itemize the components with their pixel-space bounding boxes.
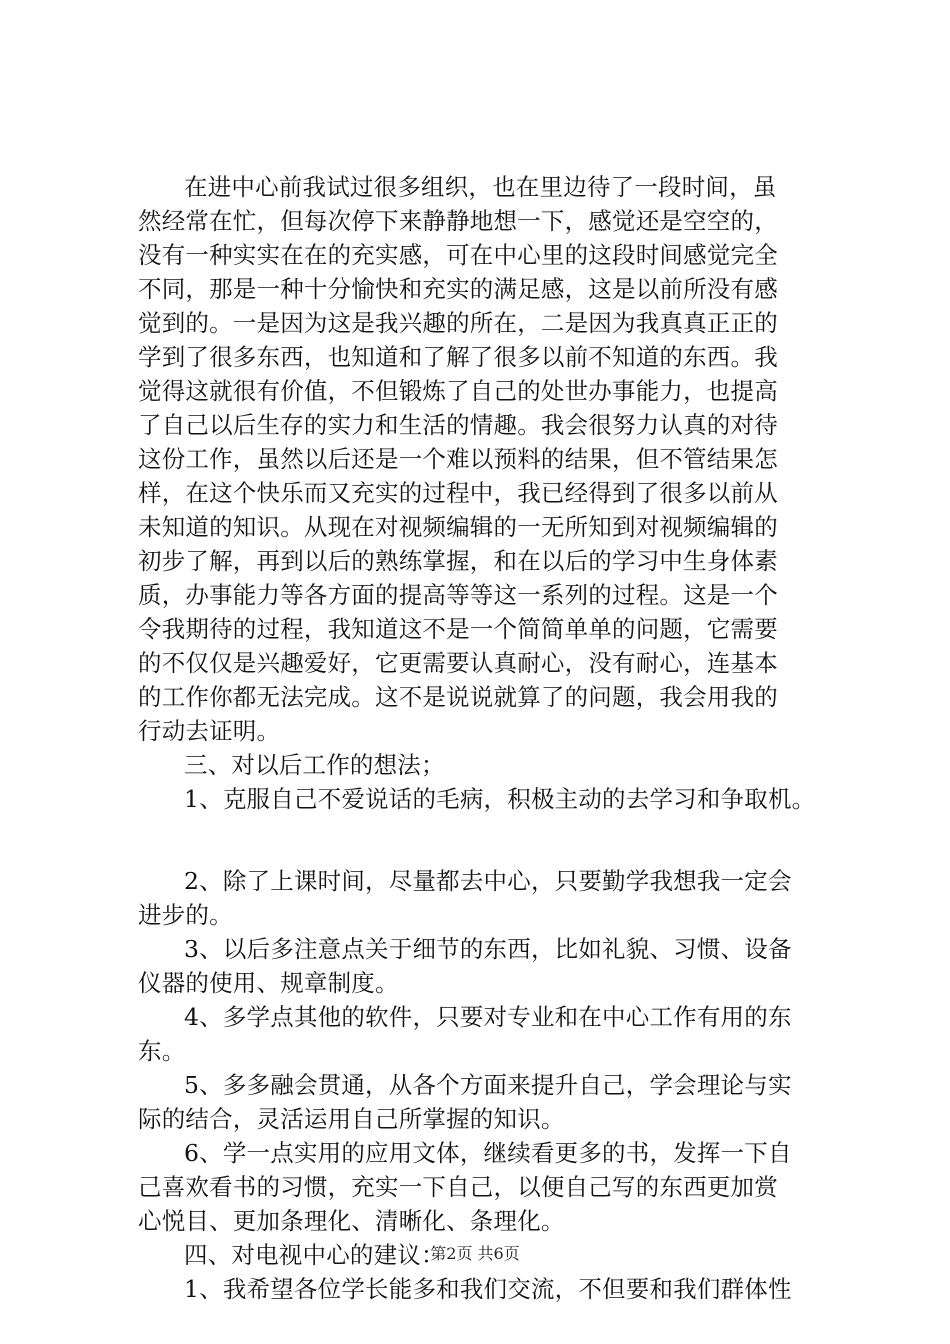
text-line: 未知道的知识。从现在对视频编辑的一无所知到对视频编辑的 bbox=[138, 513, 778, 541]
text-line: 令我期待的过程，我知道这不是一个简简单单的问题，它需要 bbox=[138, 615, 778, 643]
suggestion-item-1: 1、我希望各位学长能多和我们交流，不但要和我们群体性 bbox=[184, 1275, 792, 1303]
text-line: 觉到的。一是因为这是我兴趣的所在，二是因为我真真正正的 bbox=[138, 309, 778, 337]
text-line: 这份工作，虽然以后还是一个难以预料的结果，但不管结果怎 bbox=[138, 445, 778, 473]
list-item-2 bbox=[138, 864, 838, 932]
text-line: 5、多多融会贯通，从各个方面来提升自己，学会理论与实 bbox=[184, 1071, 792, 1099]
text-line: 际的结合，灵活运用自己所掌握的知识。 bbox=[138, 1105, 565, 1133]
list-item-1: 1、克服自己不爱说话的毛病，积极主动的去学习和争取机。 bbox=[184, 785, 816, 813]
text-line: 了自己以后生存的实力和生活的情趣。我会很努力认真的对待 bbox=[138, 411, 778, 439]
page-number-footer: 第2页 共6页 bbox=[430, 1244, 520, 1263]
text-line: 不同，那是一种十分愉快和充实的满足感，这是以前所没有感 bbox=[138, 275, 778, 303]
list-item-3 bbox=[138, 932, 838, 1000]
text-line: 没有一种实实在在的充实感，可在中心里的这段时间感觉完全 bbox=[138, 241, 778, 269]
list-item-4 bbox=[138, 1000, 838, 1068]
text-line: 仪器的使用、规章制度。 bbox=[138, 969, 399, 997]
text-line: 的不仅仅是兴趣爱好，它更需要认真耐心，没有耐心，连基本 bbox=[138, 649, 778, 677]
text-line: 进步的。 bbox=[138, 901, 233, 929]
text-line: 初步了解，再到以后的熟练掌握，和在以后的学习中生身体素 bbox=[138, 547, 778, 575]
section-heading-suggestions: 四、对电视中心的建议： bbox=[184, 1241, 445, 1269]
document-body bbox=[138, 170, 838, 1306]
text-line: 行动去证明。 bbox=[138, 717, 281, 745]
text-line: 3、以后多注意点关于细节的东西，比如礼貌、习惯、设备 bbox=[184, 935, 792, 963]
text-line: 在进中心前我试过很多组织，也在里边待了一段时间，虽 bbox=[184, 173, 777, 201]
text-line: 然经常在忙，但每次停下来静静地想一下，感觉还是空空的， bbox=[138, 207, 778, 235]
list-item-6 bbox=[138, 1136, 838, 1238]
text-line: 的工作你都无法完成。这不是说说就算了的问题，我会用我的 bbox=[138, 683, 778, 711]
text-line: 4、多学点其他的软件，只要对专业和在中心工作有用的东 bbox=[184, 1003, 792, 1031]
text-line: 2、除了上课时间，尽量都去中心，只要勤学我想我一定会 bbox=[184, 867, 792, 895]
text-line: 己喜欢看书的习惯，充实一下自己，以便自己写的东西更加赏 bbox=[138, 1173, 778, 1201]
text-line: 样，在这个快乐而又充实的过程中，我已经得到了很多以前从 bbox=[138, 479, 778, 507]
blank-line bbox=[138, 816, 838, 864]
section-heading-future-work: 三、对以后工作的想法； bbox=[184, 751, 445, 779]
text-line: 6、学一点实用的应用文体，继续看更多的书，发挥一下自 bbox=[184, 1139, 792, 1167]
list-item-5 bbox=[138, 1068, 838, 1136]
text-line: 质，办事能力等各方面的提高等等这一系列的过程。这是一个 bbox=[138, 581, 778, 609]
text-line: 觉得这就很有价值，不但锻炼了自己的处世办事能力，也提高 bbox=[138, 377, 778, 405]
text-line: 心悦目、更加条理化、清晰化、条理化。 bbox=[138, 1207, 565, 1235]
text-line: 东。 bbox=[138, 1037, 186, 1065]
paragraph-reflection bbox=[138, 170, 838, 748]
text-line: 学到了很多东西，也知道和了解了很多以前不知道的东西。我 bbox=[138, 343, 778, 371]
